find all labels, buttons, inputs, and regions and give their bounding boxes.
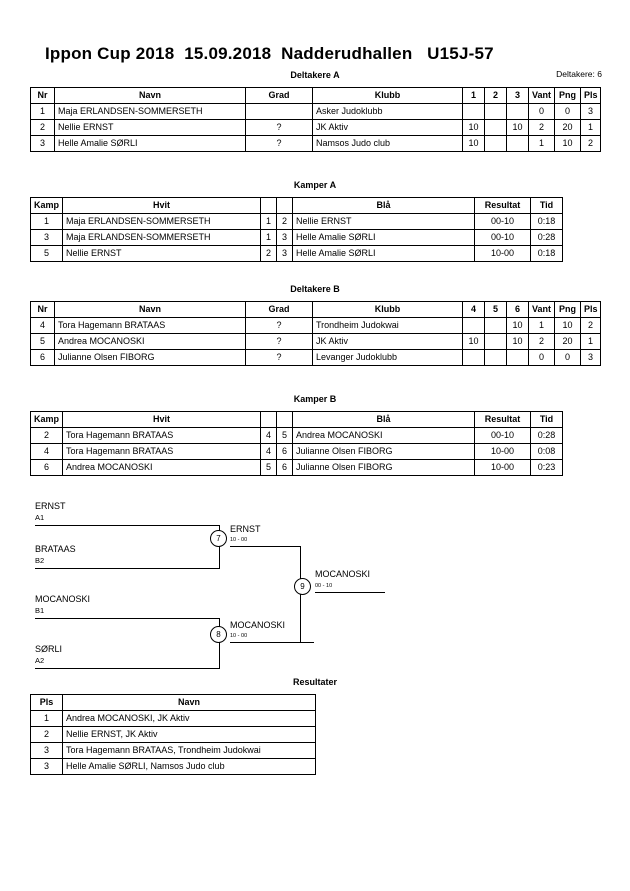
cell-m2 [485,334,507,350]
cell-grad: ? [246,120,313,136]
cell-m2 [485,350,507,366]
table-row [31,246,563,262]
col-png: Png [555,302,581,318]
cell-grad: ? [246,334,313,350]
cell-nr: 3 [31,136,55,152]
participants-count: Deltakere: 6 [556,69,602,79]
cell-grad: ? [246,136,313,152]
bracket-line [230,642,314,643]
cell-navn: Helle Amalie SØRLI [55,136,246,152]
col-pls: Pls [31,695,63,711]
cell-num2: 2 [277,214,293,230]
cell-png: 20 [555,120,581,136]
col-png: Png [555,88,581,104]
bracket-semi-bottom-score: 10 - 00 [230,633,248,639]
table-header-row [31,198,563,214]
cell-num2: 3 [277,246,293,262]
cell-bla: Helle Amalie SØRLI [293,230,475,246]
bracket-match-number: 7 [210,530,227,547]
cell-nr: 5 [31,334,55,350]
cell-hvit: Andrea MOCANOSKI [63,460,261,476]
cell-num1: 1 [261,230,277,246]
cell-nr: 6 [31,350,55,366]
cell-num1: 5 [261,460,277,476]
cell-pls: 3 [581,104,601,120]
col-navn: Navn [55,88,246,104]
col-m3: 3 [507,88,529,104]
cell-num2: 5 [277,428,293,444]
cell-tid: 0:28 [531,230,563,246]
cell-num1: 1 [261,214,277,230]
table-row [31,334,601,350]
col-tid: Tid [531,412,563,428]
cell-m1 [463,350,485,366]
playoff-bracket [0,498,630,678]
table-row [31,711,316,727]
cell-klubb: JK Aktiv [313,334,463,350]
bracket-entry-name: BRATAAS [35,544,76,554]
col-m1: 1 [463,88,485,104]
col-vant: Vant [529,302,555,318]
cell-klubb: JK Aktiv [313,120,463,136]
cell-tid: 0:28 [531,428,563,444]
col-klubb: Klubb [313,302,463,318]
matches-a-table [30,197,563,262]
cell-m3 [507,350,529,366]
cell-hvit: Maja ERLANDSEN-SOMMERSETH [63,214,261,230]
cell-pls: 1 [31,711,63,727]
col-klubb: Klubb [313,88,463,104]
cell-grad [246,104,313,120]
cell-vant: 1 [529,318,555,334]
cell-m2 [485,104,507,120]
cell-navn: Tora Hagemann BRATAAS, Trondheim Judokwai [63,743,316,759]
cell-pls: 3 [31,759,63,775]
bracket-semi-top-score: 10 - 00 [230,537,248,543]
cell-resultat: 10-00 [475,246,531,262]
cell-m1: 10 [463,334,485,350]
cell-bla: Helle Amalie SØRLI [293,246,475,262]
col-navn: Navn [63,695,316,711]
col-kamp: Kamp [31,412,63,428]
cell-navn: Tora Hagemann BRATAAS [55,318,246,334]
cell-m3: 10 [507,120,529,136]
cell-nr: 2 [31,120,55,136]
table-header-row [31,88,601,104]
bracket-line [35,618,220,619]
cell-vant: 2 [529,120,555,136]
col-navn: Navn [55,302,246,318]
cell-kamp: 2 [31,428,63,444]
cell-pls: 1 [581,334,601,350]
bracket-entry-seed: B2 [35,556,45,565]
cell-kamp: 3 [31,230,63,246]
pool-b-table [30,301,601,366]
cell-m3: 10 [507,318,529,334]
cell-vant: 0 [529,104,555,120]
cell-pls: 1 [581,120,601,136]
cell-m1: 10 [463,136,485,152]
cell-m2 [485,136,507,152]
bracket-entry-name: ERNST [35,501,66,511]
col-resultat: Resultat [475,198,531,214]
section-label-pool-a: Deltakere A [290,70,340,80]
bracket-semi-top-winner: ERNST [230,524,261,534]
col-vant: Vant [529,88,555,104]
col-pls: Pls [581,88,601,104]
col-pls: Pls [581,302,601,318]
bracket-entry-name: MOCANOSKI [35,594,91,604]
table-row [31,460,563,476]
cell-tid: 0:18 [531,214,563,230]
bracket-final-number: 9 [294,578,311,595]
cell-nr: 1 [31,104,55,120]
cell-bla: Julianne Olsen FIBORG [293,444,475,460]
cell-num1: 4 [261,444,277,460]
col-num2 [277,198,293,214]
col-nr: Nr [31,302,55,318]
cell-klubb: Namsos Judo club [313,136,463,152]
cell-resultat: 00-10 [475,230,531,246]
cell-navn: Andrea MOCANOSKI [55,334,246,350]
bracket-line [35,568,220,569]
cell-vant: 1 [529,136,555,152]
cell-grad: ? [246,350,313,366]
table-row [31,230,563,246]
cell-navn: Nellie ERNST [55,120,246,136]
table-header-row [31,695,316,711]
cell-navn: Helle Amalie SØRLI, Namsos Judo club [63,759,316,775]
bracket-line [230,546,300,547]
cell-m2 [485,120,507,136]
cell-png: 10 [555,136,581,152]
cell-num2: 3 [277,230,293,246]
bracket-semi-bottom-winner: MOCANOSKI [230,620,286,630]
cell-m3 [507,136,529,152]
cell-png: 20 [555,334,581,350]
cell-kamp: 1 [31,214,63,230]
cell-grad: ? [246,318,313,334]
cell-nr: 4 [31,318,55,334]
page-title: Ippon Cup 2018 15.09.2018 Nadderudhallen U15J-57 [45,44,494,63]
col-bla: Blå [293,412,475,428]
cell-resultat: 00-10 [475,214,531,230]
col-hvit: Hvit [63,198,261,214]
cell-vant: 2 [529,334,555,350]
cell-kamp: 6 [31,460,63,476]
results-table [30,694,316,775]
table-row [31,743,316,759]
cell-png: 10 [555,318,581,334]
col-resultat: Resultat [475,412,531,428]
col-grad: Grad [246,88,313,104]
cell-tid: 0:18 [531,246,563,262]
pool-a-table [30,87,601,152]
cell-m3 [507,104,529,120]
col-m1: 4 [463,302,485,318]
cell-navn: Maja ERLANDSEN-SOMMERSETH [55,104,246,120]
bracket-line [35,525,220,526]
col-bla: Blå [293,198,475,214]
table-row [31,136,601,152]
col-m2: 2 [485,88,507,104]
cell-num2: 6 [277,460,293,476]
cell-navn: Andrea MOCANOSKI, JK Aktiv [63,711,316,727]
col-kamp: Kamp [31,198,63,214]
col-m2: 5 [485,302,507,318]
cell-num1: 4 [261,428,277,444]
bracket-line [35,668,220,669]
col-hvit: Hvit [63,412,261,428]
cell-num2: 6 [277,444,293,460]
col-num1 [261,412,277,428]
cell-pls: 2 [581,136,601,152]
section-label-matches-b: Kamper B [293,394,337,404]
bracket-entry-seed: A2 [35,656,45,665]
table-row [31,214,563,230]
cell-bla: Nellie ERNST [293,214,475,230]
cell-klubb: Levanger Judoklubb [313,350,463,366]
table-row [31,428,563,444]
table-row [31,350,601,366]
cell-pls: 2 [31,727,63,743]
cell-hvit: Maja ERLANDSEN-SOMMERSETH [63,230,261,246]
cell-resultat: 10-00 [475,444,531,460]
cell-kamp: 4 [31,444,63,460]
table-row [31,104,601,120]
bracket-match-number: 8 [210,626,227,643]
cell-bla: Andrea MOCANOSKI [293,428,475,444]
table-header-row [31,412,563,428]
section-label-results: Resultater [292,677,337,687]
cell-pls: 3 [581,350,601,366]
bracket-entry-seed: B1 [35,606,45,615]
cell-vant: 0 [529,350,555,366]
cell-m3: 10 [507,334,529,350]
cell-resultat: 10-00 [475,460,531,476]
cell-m1: 10 [463,120,485,136]
cell-num1: 2 [261,246,277,262]
cell-klubb: Asker Judoklubb [313,104,463,120]
table-row [31,727,316,743]
bracket-line [315,592,385,593]
cell-hvit: Nellie ERNST [63,246,261,262]
col-nr: Nr [31,88,55,104]
bracket-entry-seed: A1 [35,513,45,522]
col-tid: Tid [531,198,563,214]
col-num1 [261,198,277,214]
cell-resultat: 00-10 [475,428,531,444]
cell-m1 [463,104,485,120]
bracket-final-winner: MOCANOSKI [315,569,371,579]
cell-png: 0 [555,104,581,120]
section-label-matches-a: Kamper A [293,180,337,190]
bracket-entry-name: SØRLI [35,644,63,654]
cell-png: 0 [555,350,581,366]
cell-m2 [485,318,507,334]
col-grad: Grad [246,302,313,318]
matches-b-table [30,411,563,476]
cell-navn: Julianne Olsen FIBORG [55,350,246,366]
section-label-pool-b: Deltakere B [290,284,340,294]
cell-tid: 0:08 [531,444,563,460]
table-header-row [31,302,601,318]
cell-hvit: Tora Hagemann BRATAAS [63,428,261,444]
cell-hvit: Tora Hagemann BRATAAS [63,444,261,460]
cell-bla: Julianne Olsen FIBORG [293,460,475,476]
col-num2 [277,412,293,428]
table-row [31,318,601,334]
cell-kamp: 5 [31,246,63,262]
cell-m1 [463,318,485,334]
table-row [31,120,601,136]
col-m3: 6 [507,302,529,318]
cell-tid: 0:23 [531,460,563,476]
cell-navn: Nellie ERNST, JK Aktiv [63,727,316,743]
table-row [31,759,316,775]
bracket-final-score: 00 - 10 [315,583,333,589]
cell-klubb: Trondheim Judokwai [313,318,463,334]
table-row [31,444,563,460]
cell-pls: 3 [31,743,63,759]
cell-pls: 2 [581,318,601,334]
